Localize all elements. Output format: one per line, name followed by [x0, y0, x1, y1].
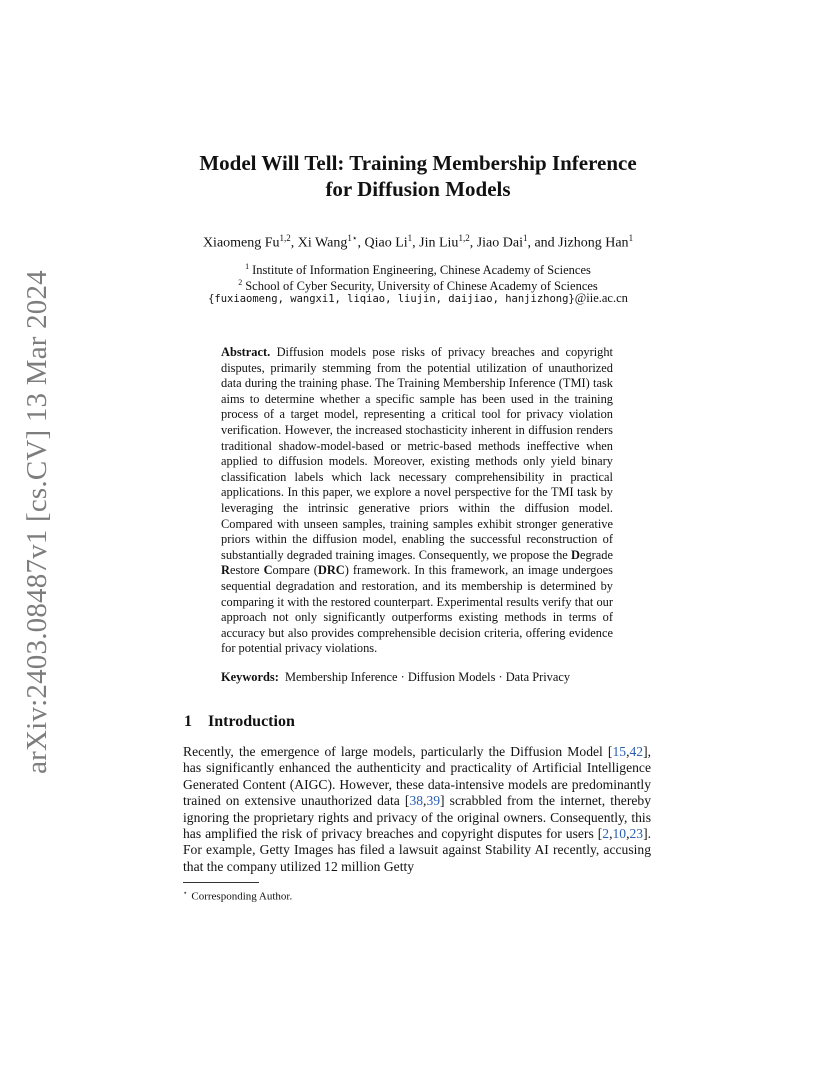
- author-affiliation-mark: 1,2: [458, 233, 470, 243]
- intro-text: ,: [609, 826, 613, 842]
- author-name: Xiaomeng Fu: [202, 235, 280, 251]
- citation-link[interactable]: 15: [612, 744, 627, 759]
- email-domain: @iie.ac.cn: [574, 291, 628, 305]
- drc-letter-c: C: [263, 563, 273, 578]
- author-affiliation-mark: 1⋆: [347, 233, 358, 243]
- drc-letter-r: R: [221, 563, 230, 578]
- abstract: [221, 345, 613, 657]
- abstract-text-2: ) framework. In this framework, an image undergoes sequential degradation and restoration, and its membership is determined by comparing it with the restored counterpart. Experimental results verify that our approach not only significantly outperforms existing methods in terms of accuracy but also provides comprehensible decision criteria, offering evidence for potential privacy violations.: [221, 563, 613, 656]
- email-usernames: {fuxiaomeng, wangxi1, liqiao, liujin, daijiao, hanjizhong}: [208, 293, 575, 305]
- section-title: Introduction: [208, 713, 295, 730]
- author-emails: [150, 290, 686, 307]
- drc-word-restore: estore: [229, 563, 264, 578]
- author-name: Jiao Dai: [476, 235, 523, 251]
- author-affiliation-mark: 1: [522, 233, 528, 243]
- affiliation-1-text: Institute of Information Engineering, Chinese Academy of Sciences: [252, 263, 591, 278]
- arxiv-identifier-stamp: arXiv:2403.08487v1 [cs.CV] 13 Mar 2024: [21, 270, 53, 774]
- section-number: 1: [184, 713, 192, 730]
- author-affiliation-mark: 1,2: [279, 233, 291, 243]
- abstract-label: Abstract.: [221, 345, 271, 359]
- intro-text: ] scrabbled from the internet, thereby ignoring the proprietary rights and privacy of the original owners. Consequently, this has amplified the risk of privacy breaches and copyright disputes for users [: [183, 793, 651, 842]
- drc-abbreviation: DRC: [317, 563, 345, 578]
- author-separator: ,: [290, 235, 298, 251]
- citation-link[interactable]: 39: [426, 793, 441, 809]
- author-affiliation-mark: 1: [628, 233, 634, 243]
- author-separator: , and: [527, 235, 559, 251]
- citation-link[interactable]: 38: [409, 793, 424, 809]
- author-separator: ,: [357, 235, 365, 251]
- drc-word-degrade: egrade: [579, 547, 613, 562]
- title-line-1: Model Will Tell: Training Membership Inference: [199, 151, 637, 175]
- title-line-2: for Diffusion Models: [325, 177, 511, 201]
- intro-text: Recently, the emergence of large models, particularly the Diffusion Model [: [183, 744, 613, 759]
- footnote-rule: [183, 882, 259, 883]
- citation-link[interactable]: 2: [602, 826, 610, 842]
- author-separator: ,: [412, 235, 420, 251]
- drc-open-paren: (: [313, 563, 318, 578]
- affiliation-1-mark: 1: [245, 262, 250, 271]
- citation-link[interactable]: 42: [629, 744, 644, 759]
- intro-text: ], has significantly enhanced the authenticity and practicality of Artificial Intelligence Generated Content (AIGC). However, these data-intensive models are predominantly trained on extensive unauthorized data [: [183, 744, 651, 809]
- drc-letter-d: D: [571, 547, 580, 562]
- keywords-text: Membership Inference · Diffusion Models · Data Privacy: [285, 670, 571, 684]
- author-name: Jizhong Han: [558, 235, 629, 251]
- intro-text: ]. For example, Getty Images has filed a lawsuit against Stability AI recently, accusing that the company utilized 12 million Getty: [183, 826, 651, 874]
- author-name: Jin Liu: [419, 235, 459, 251]
- affiliation-2-mark: 2: [238, 278, 243, 287]
- author-list: [150, 229, 686, 253]
- footnote-text: Corresponding Author.: [191, 890, 293, 903]
- author-name: Xi Wang: [297, 235, 348, 251]
- footnote: [183, 886, 292, 904]
- introduction-paragraph: [183, 744, 651, 875]
- author-affiliation-mark: 1: [407, 233, 413, 243]
- section-heading-introduction: [184, 712, 295, 732]
- citation-link[interactable]: 10: [612, 826, 627, 842]
- keywords-label: Keywords:: [221, 670, 279, 684]
- keywords: [221, 669, 613, 685]
- affiliation-2-text: School of Cyber Security, University of Chinese Academy of Sciences: [245, 279, 598, 294]
- citation-link[interactable]: 23: [629, 826, 644, 842]
- intro-text: ,: [626, 826, 630, 842]
- author-separator: ,: [469, 235, 477, 251]
- intro-text: ,: [626, 744, 630, 759]
- intro-text: ,: [423, 793, 427, 809]
- abstract-text-1: Diffusion models pose risks of privacy breaches and copyright disputes, primarily stemming from the potential utilization of unauthorized data during the training phase. The Training Membership Inference (TMI) task aims to determine whether a specific sample has been used in the training process of a target model, representing a critical tool for privacy violation verification. However, the increased stochasticity inherent in diffusion renders traditional shadow-model-based or metric-based methods ineffective when applied to diffusion models. Moreover, existing methods only yield binary classification labels which lack necessary comprehensibility in practical applications. In this paper, we explore a novel perspective for the TMI task by leveraging the intrinsic generative priors within the diffusion model. Compared with unseen samples, training samples exhibit stronger generative priors within the diffusion model, enabling the successful reconstruction of substantially degraded training images. Consequently, we propose the: [221, 345, 613, 562]
- author-name: Qiao Li: [364, 235, 408, 251]
- footnote-mark: ⋆: [183, 889, 188, 897]
- drc-word-compare: ompare: [272, 563, 310, 578]
- paper-title: [150, 150, 686, 202]
